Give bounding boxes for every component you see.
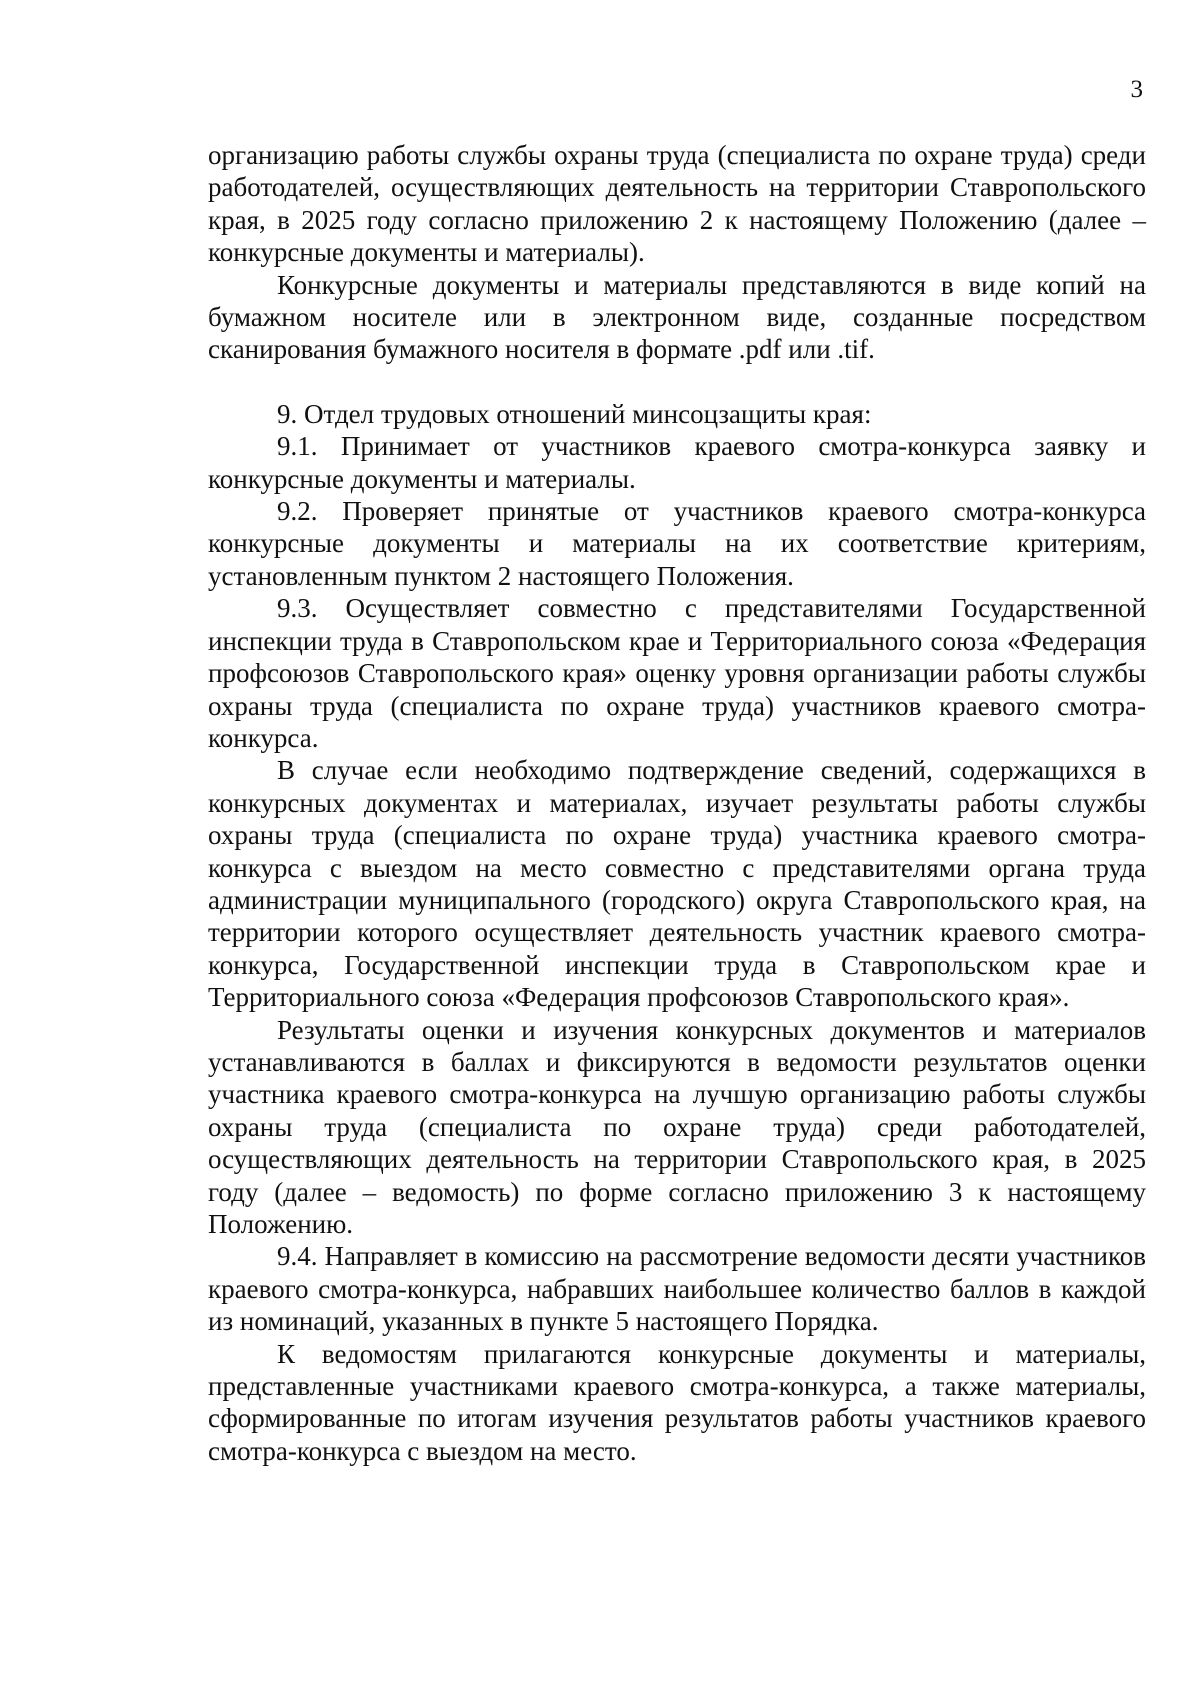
paragraph-9-2: 9.2. Проверяет принятые от участников краевого смотра-конкурса конкурсные документы и материалы на их соответствие критериям, установленным пунктом 2 настоящего Положения.	[208, 496, 1146, 591]
document-body	[208, 139, 1146, 1467]
paragraph-9-4: 9.4. Направляет в комиссию на рассмотрение ведомости десяти участников краевого смотра-конкурса, набравших наибольшее количество баллов в каждой из номинаций, указанных в пункте 5 настоящего Порядка.	[208, 1241, 1146, 1337]
paragraph-continuation: организацию работы службы охраны труда (специалиста по охране труда) среди работодателей, осуществляющих деятельность на территории Ставропольского края, в 2025 году согласно приложению 2 к настоящему Положению (далее – конкурсные документы и материалы).	[208, 140, 1146, 268]
paragraph-verification: В случае если необходимо подтверждение сведений, содержащихся в конкурсных документах и материалах, изучает результаты работы службы охраны труда (специалиста по охране труда) участника краевого смотра-конкурса с выездом на место совместно с представителями органа труда администрации муниципального (городского) округа Ставропольского края, на территории которого осуществляет деятельность участник краевого смотра-конкурса, Государственной инспекции труда в Ставропольском крае и Территориального союза «Федерация профсоюзов Ставропольского края».	[208, 755, 1146, 1013]
page-number: 3	[1130, 76, 1143, 103]
paragraph-attachments: К ведомостям прилагаются конкурсные документы и материалы, представленные участниками краевого смотра-конкурса, а также материалы, сформированные по итогам изучения результатов работы участников краевого смотра-конкурса с выездом на место.	[208, 1338, 1146, 1466]
section-9-heading: 9. Отдел трудовых отношений минсоцзащиты края:	[277, 398, 872, 429]
paragraph-document-format: Конкурсные документы и материалы представляются в виде копий на бумажном носителе или в электронном виде, созданные посредством сканирования бумажного носителя в формате .pdf или .tif.	[208, 269, 1146, 365]
paragraph-results: Результаты оценки и изучения конкурсных документов и материалов устанавливаются в баллах и фиксируются в ведомости результатов оценки участника краевого смотра-конкурса на лучшую организацию работы службы охраны труда (специалиста по охране труда) среди работодателей, осуществляющих деятельность на территории Ставропольского края, в 2025 году (далее – ведомость) по форме согласно приложению 3 к настоящему Положению.	[208, 1014, 1146, 1239]
paragraph-9-1: 9.1. Принимает от участников краевого смотра-конкурса заявку и конкурсные документы и материалы.	[208, 431, 1146, 494]
paragraph-9-3: 9.3. Осуществляет совместно с представителями Государственной инспекции труда в Ставропольском крае и Территориального союза «Федерация профсоюзов Ставропольского края» оценку уровня организации работы службы охраны труда (специалиста по охране труда) участников краевого смотра-конкурса.	[208, 593, 1146, 753]
